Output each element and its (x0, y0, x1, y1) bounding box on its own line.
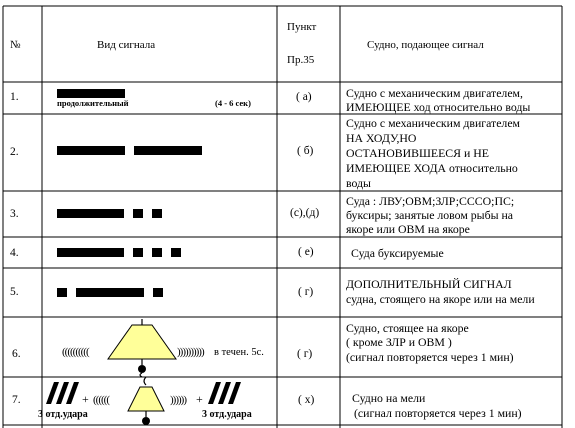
row-desc-line: Судно с механическим двигателем, (346, 86, 523, 100)
short-blast-bar (152, 248, 162, 257)
row-ref: ( а) (296, 91, 312, 103)
row-num: 6. (12, 348, 21, 360)
row-desc-line: судна, стоящего на якоре или на мели (346, 292, 535, 306)
row-desc-line: (сигнал повторяется через 1 мин) (354, 406, 522, 420)
sound-waves-left: (((((((((( (62, 346, 89, 358)
strike-marks-icon (200, 380, 244, 406)
long-blast-bar (57, 89, 125, 98)
bell-icon (104, 319, 180, 377)
long-blast-bar (57, 209, 124, 218)
row-ref: ( х) (298, 394, 315, 406)
row-num: 4. (10, 247, 19, 259)
strike-marks-icon (38, 380, 82, 406)
row-desc-line: (сигнал повторяется через 1 мин) (346, 350, 514, 364)
duration-label: в течен. 5с. (214, 347, 264, 358)
row-desc-line: ДОПОЛНИТЕЛЬНЫЙ СИГНАЛ (346, 277, 512, 291)
sound-waves-left: (((((( (93, 394, 109, 406)
row-ref: ( г) (298, 286, 314, 298)
plus-sign: + (196, 392, 203, 406)
row-ref: ( г) (297, 348, 313, 360)
short-blast-bar (133, 248, 143, 257)
bell-icon (122, 377, 170, 428)
plus-sign: + (82, 392, 89, 406)
header-ref-line1: Пункт (287, 21, 317, 33)
row-num: 5. (10, 286, 19, 298)
row-num: 2. (10, 146, 19, 158)
row-desc-line: Судно на мели (352, 391, 426, 405)
header-ref-line2: Пр.35 (287, 54, 315, 66)
strike-label: 3 отд.удара (202, 409, 252, 420)
short-blast-bar (152, 209, 162, 218)
sound-waves-right: )))))) (170, 394, 186, 406)
row-desc-line: ИМЕЮЩЕЕ ход относительно воды (346, 100, 531, 114)
row-ref: ( б) (297, 145, 314, 157)
long-blast-bar (134, 146, 202, 155)
sound-waves-right: )))))))))) (177, 346, 204, 358)
short-blast-bar (153, 288, 163, 297)
short-blast-bar (171, 248, 181, 257)
row-desc-line: якоре или ОВМ на якоре (346, 222, 470, 236)
row-desc-line: Суда буксируемые (351, 246, 444, 260)
row-desc-line: воды (346, 176, 371, 190)
duration-label: (4 - 6 сек) (215, 98, 251, 108)
row-num: 1. (10, 91, 19, 103)
row-desc-line: Судно, стоящее на якоре (346, 321, 469, 335)
row-num: 3. (10, 208, 19, 220)
long-blast-label: продолжительный (57, 98, 129, 108)
row-desc-line: Суда : ЛВУ;ОВМ;ЗЛР;СССО;ПС; (346, 194, 515, 208)
header-view: Вид сигнала (97, 39, 156, 51)
row-desc-line: НА ХОДУ,НО (346, 131, 417, 145)
long-blast-bar (76, 288, 144, 297)
row-desc-line: ОСТАНОВИВШЕЕСЯ и НЕ (346, 146, 489, 160)
row-ref: (с),(д) (290, 207, 320, 219)
row-desc-line: буксиры; занятые ловом рыбы на (346, 208, 514, 222)
row-desc-line: ( кроме ЗЛР и ОВМ ) (346, 335, 452, 349)
short-blast-bar (57, 288, 67, 297)
long-blast-bar (57, 248, 124, 257)
long-blast-bar (57, 146, 125, 155)
row-num: 7. (12, 394, 21, 406)
header-vessel: Судно, подающее сигнал (367, 39, 484, 51)
row-desc-line: Судно с механическим двигателем (346, 116, 521, 130)
row-desc-line: ИМЕЮЩЕЕ ХОДА относительно (346, 161, 518, 175)
strike-label: 3 отд.удара (38, 409, 88, 420)
header-num: № (10, 39, 21, 51)
short-blast-bar (133, 209, 143, 218)
row-ref: ( е) (298, 246, 314, 258)
